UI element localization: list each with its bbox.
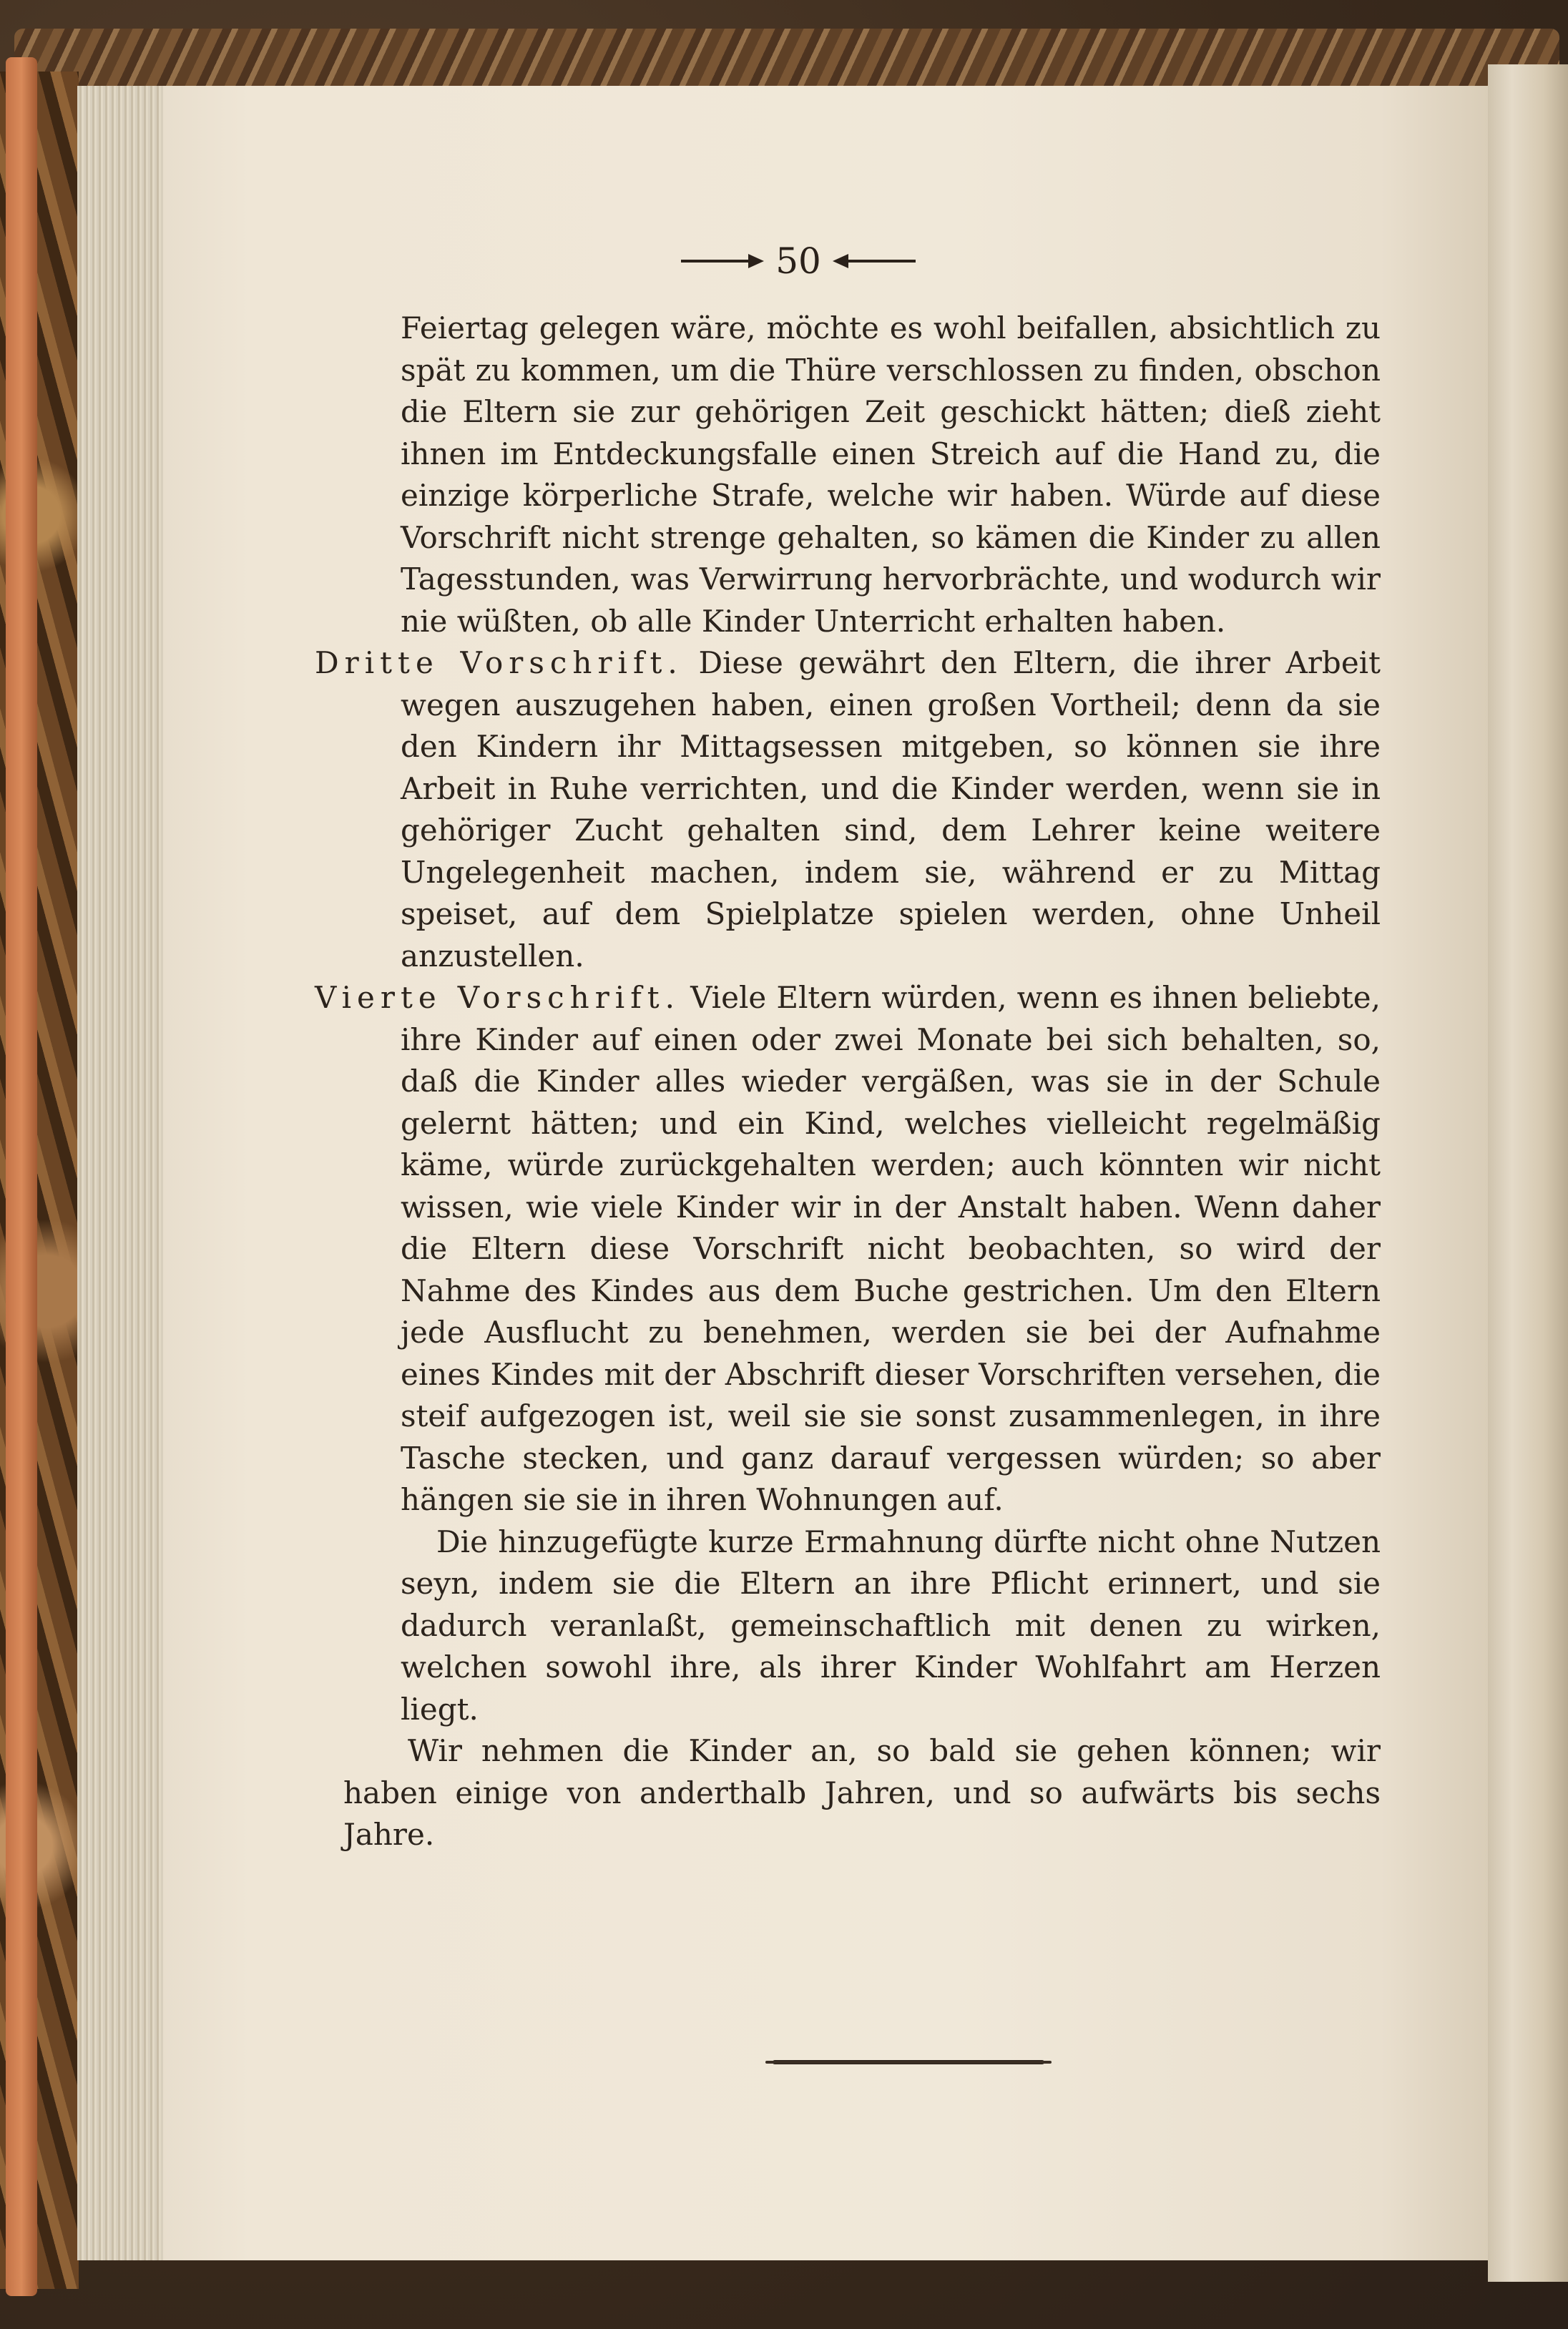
paragraph-admonition: Die hinzugefügte kurze Ermahnung dürfte nicht ohne Nutzen seyn, indem sie die Eltern an ihre Pflicht erinnert, und sie dadurch veranlaßt, gemeinschaftlich mit denen zu wirken, welchen sowohl ihre, als ihrer Kinder Wohlfahrt am Herzen liegt. — [401, 1524, 1381, 1727]
page-stack-edges — [77, 86, 163, 2260]
page-header — [0, 240, 1568, 283]
paragraph-continuation: Feiertag gelegen wäre, möchte es wohl beifallen, absichtlich zu spät zu kommen, um die Thüre verschlossen zu finden, obschon die Eltern sie zur gehörigen Zeit geschickt hätten; dieß zieht ihnen im Entdeckungsfalle einen Streich auf die Hand zu, die einzige körperliche Strafe, welche wir haben. Würde auf diese Vorschrift nicht strenge gehalten, so kämen die Kinder zu allen Tagesstunden, was Verwirrung hervorbrächte, und wodurch wir nie wüßten, ob alle Kinder Unterricht erhalten haben. — [401, 310, 1381, 639]
rule-three-text: Diese gewährt den Eltern, die ihrer Arbeit wegen auszugehen haben, einen großen Vortheil; denn da sie den Kindern ihr Mittagsessen mitgeben, so können sie ihre Arbeit in Ruhe verrichten, und die Kinder werden, wenn sie in gehöriger Zucht gehalten sind, dem Lehrer keine weitere Ungelegenheit machen, indem sie, während er zu Mittag speiset, auf dem Spielplatze spielen werden, ohne Unheil anzustellen. — [401, 645, 1381, 974]
page-number: 50 — [775, 240, 821, 282]
rule-three-heading: Dritte Vorschrift. — [315, 645, 683, 680]
book-cover-top-edge — [14, 29, 1559, 93]
paragraph-admission-age: Wir nehmen die Kinder an, so bald sie gehen können; wir haben einige von anderthalb Jahren, und so aufwärts bis sechs Jahre. — [343, 1733, 1381, 1852]
header-ornament-left — [681, 258, 760, 264]
leather-spine-edge — [6, 57, 37, 2296]
closing-rule — [773, 2060, 1044, 2064]
header-ornament-right — [837, 258, 916, 264]
rule-four-text: Viele Eltern würden, wenn es ihnen beliebte, ihre Kinder auf einen oder zwei Monate bei sich behalten, so, daß die Kinder alles wieder vergäßen, was sie in der Schule gelernt hätten; und ein Kind, welches vielleicht regelmäßig käme, würde zurückgehalten werden; auch könnten wir nicht wissen, wie viele Kinder wir in der Anstalt haben. Wenn daher die Eltern diese Vorschrift nicht beobachten, so wird der Nahme des Kindes aus dem Buche gestrichen. Um den Eltern jede Ausflucht zu benehmen, werden sie bei der Aufnahme eines Kindes mit der Abschrift dieser Vorschriften versehen, die steif aufgezogen ist, weil sie sie sonst zusammenlegen, in ihre Tasche stecken, und ganz darauf vergessen würden; so aber hängen sie sie in ihren Wohnungen auf. — [401, 980, 1381, 1517]
rule-four — [315, 977, 1381, 1521]
page-body — [315, 308, 1381, 1856]
rule-three — [315, 642, 1381, 977]
facing-page-edge — [1488, 64, 1568, 2282]
rule-four-heading: Vierte Vorschrift. — [315, 980, 681, 1015]
